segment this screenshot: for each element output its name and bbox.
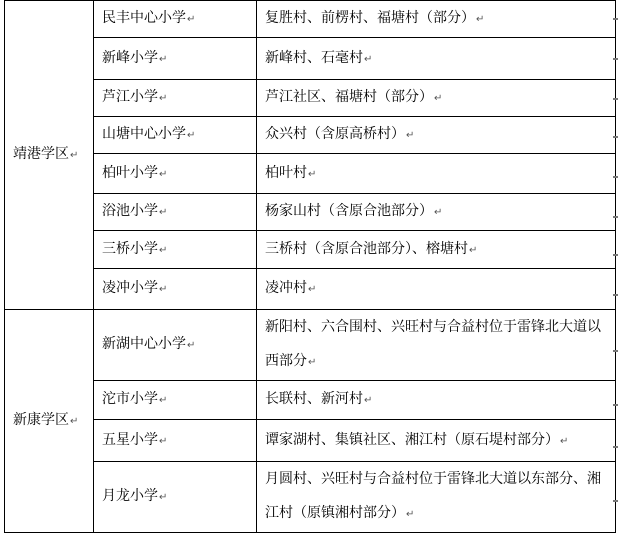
district-cell: 新康学区↵ <box>5 310 94 533</box>
school-cell: 沱市小学↵ <box>94 381 257 420</box>
school-cell: 新峰小学↵ <box>94 38 257 80</box>
table-row <box>5 269 616 310</box>
villages-cell: 芦江社区、福塘村（部分）↵ <box>257 80 616 117</box>
villages-cell: 凌冲村↵ <box>257 269 616 310</box>
row-end-marker <box>613 446 618 448</box>
villages-cell: 月圆村、兴旺村与合益村位于雷锋北大道以东部分、湘江村（原镇湘村部分）↵ <box>257 462 616 533</box>
table-row <box>5 1 616 38</box>
row-end-marker <box>613 98 618 100</box>
row-end-marker <box>613 216 618 218</box>
district-cell: 靖港学区↵ <box>5 1 94 310</box>
table-row <box>5 80 616 117</box>
school-cell: 五星小学↵ <box>94 420 257 462</box>
row-end-marker <box>613 294 618 296</box>
villages-cell: 长联村、新河村↵ <box>257 381 616 420</box>
table-row <box>5 381 616 420</box>
table-row <box>5 310 616 381</box>
table-row <box>5 462 616 533</box>
school-cell: 柏叶小学↵ <box>94 154 257 194</box>
table-row <box>5 194 616 231</box>
villages-cell: 众兴村（含原高桥村）↵ <box>257 117 616 154</box>
school-cell: 月龙小学↵ <box>94 462 257 533</box>
row-end-marker <box>613 500 618 502</box>
table-row <box>5 154 616 194</box>
row-end-marker <box>613 136 618 138</box>
table-row <box>5 231 616 269</box>
school-cell: 浴池小学↵ <box>94 194 257 231</box>
school-cell: 芦江小学↵ <box>94 80 257 117</box>
school-district-table <box>4 0 616 533</box>
school-cell: 三桥小学↵ <box>94 231 257 269</box>
villages-cell: 谭家湖村、集镇社区、湘江村（原石堤村部分）↵ <box>257 420 616 462</box>
row-end-marker <box>613 404 618 406</box>
villages-cell: 三桥村（含原合池部分）、榕塘村↵ <box>257 231 616 269</box>
villages-cell: 柏叶村↵ <box>257 154 616 194</box>
table-row <box>5 420 616 462</box>
school-cell: 山塘中心小学↵ <box>94 117 257 154</box>
row-end-marker <box>613 176 618 178</box>
table-row <box>5 38 616 80</box>
villages-cell: 杨家山村（含原合池部分）↵ <box>257 194 616 231</box>
school-cell: 新湖中心小学↵ <box>94 310 257 381</box>
villages-cell: 复胜村、前楞村、福塘村（部分）↵ <box>257 1 616 38</box>
villages-cell: 新阳村、六合围村、兴旺村与合益村位于雷锋北大道以西部分↵ <box>257 310 616 381</box>
table-row <box>5 117 616 154</box>
school-cell: 凌冲小学↵ <box>94 269 257 310</box>
school-cell: 民丰中心小学↵ <box>94 1 257 38</box>
row-end-marker <box>613 18 618 20</box>
row-end-marker <box>613 58 618 60</box>
villages-cell: 新峰村、石毫村↵ <box>257 38 616 80</box>
row-end-marker <box>613 350 618 352</box>
row-end-marker <box>613 254 618 256</box>
